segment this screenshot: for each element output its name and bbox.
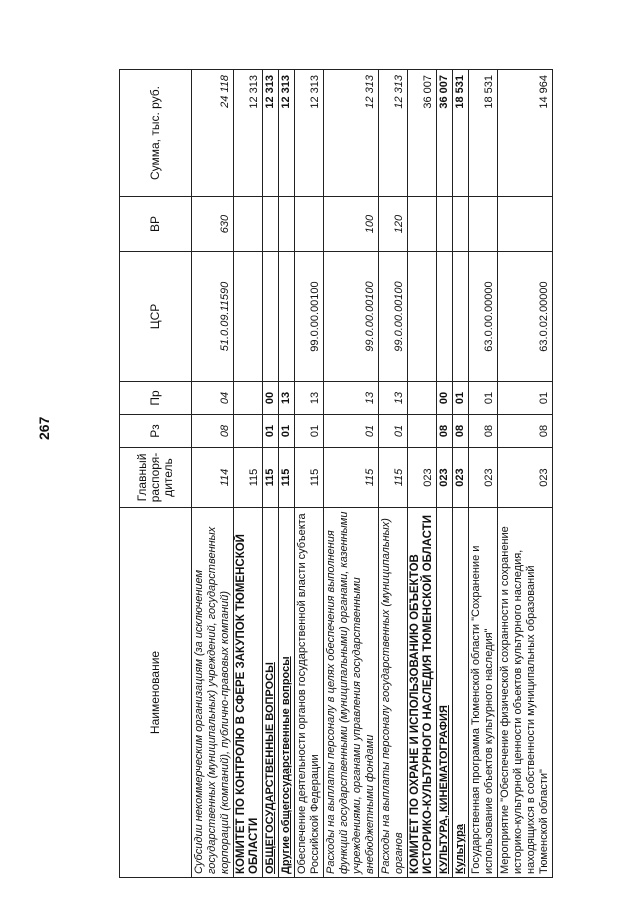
cell-pr — [234, 382, 263, 415]
cell-name: Обеспечение деятельности органов государственной власти субъекта Российской Федерации — [295, 508, 324, 878]
cell-csr — [263, 252, 279, 382]
cell-pr: 13 — [279, 382, 295, 415]
cell-admin: 023 — [408, 448, 437, 508]
cell-sum: 12 313 — [263, 70, 279, 197]
header-rz: Рз — [120, 415, 192, 448]
table-row — [498, 70, 553, 878]
cell-vr: 630 — [192, 197, 234, 252]
cell-pr: 00 — [263, 382, 279, 415]
cell-name: КОМИТЕТ ПО ОХРАНЕ И ИСПОЛЬЗОВАНИЮ ОБЪЕКТОВ ИСТОРИКО-КУЛЬТУРНОГО НАСЛЕДИЯ ТЮМЕНСКОЙ ОБЛАСТИ — [408, 508, 437, 878]
table-row — [263, 70, 279, 878]
header-csr: ЦСР — [120, 252, 192, 382]
cell-sum: 12 313 — [379, 70, 408, 197]
cell-name: КУЛЬТУРА, КИНЕМАТОГРАФИЯ — [437, 508, 453, 878]
cell-vr: 120 — [379, 197, 408, 252]
table-row — [192, 70, 234, 878]
cell-csr: 63.0.02.00000 — [498, 252, 553, 382]
cell-vr — [279, 197, 295, 252]
cell-pr: 13 — [379, 382, 408, 415]
table-row — [408, 70, 437, 878]
cell-rz: 01 — [379, 415, 408, 448]
cell-name: Расходы на выплаты персоналу в целях обеспечения выполнения функций государственными (муниципальными) органами, казенными учреждениями, органами управления государственными внебюджетными фондами — [324, 508, 379, 878]
cell-csr: 99.0.00.00100 — [295, 252, 324, 382]
cell-admin: 115 — [263, 448, 279, 508]
cell-name: Культура — [453, 508, 469, 878]
cell-rz: 01 — [263, 415, 279, 448]
cell-sum: 12 313 — [295, 70, 324, 197]
page-number: 267 — [36, 416, 52, 440]
cell-name: ОБЩЕГОСУДАРСТВЕННЫЕ ВОПРОСЫ — [263, 508, 279, 878]
cell-pr: 00 — [437, 382, 453, 415]
cell-sum: 14 964 — [498, 70, 553, 197]
cell-sum: 12 313 — [324, 70, 379, 197]
cell-rz: 08 — [192, 415, 234, 448]
cell-sum: 36 007 — [408, 70, 437, 197]
cell-name: Другие общегосударственные вопросы — [279, 508, 295, 878]
cell-csr — [234, 252, 263, 382]
cell-csr — [453, 252, 469, 382]
cell-pr — [408, 382, 437, 415]
cell-csr — [279, 252, 295, 382]
table-row — [379, 70, 408, 878]
cell-name: Расходы на выплаты персоналу государственных (муниципальных) органов — [379, 508, 408, 878]
cell-csr: 99.0.00.00100 — [379, 252, 408, 382]
cell-admin: 023 — [453, 448, 469, 508]
cell-name: Субсидии некоммерческим организациям (за исключением государственных (муниципальных) учреждений, государственных корпораций (компаний), публично-правовых компаний) — [192, 508, 234, 878]
header-pr: Пр — [120, 382, 192, 415]
cell-vr — [453, 197, 469, 252]
cell-vr — [437, 197, 453, 252]
cell-admin: 115 — [295, 448, 324, 508]
cell-csr: 51.0.09.11590 — [192, 252, 234, 382]
cell-vr — [263, 197, 279, 252]
cell-rz: 01 — [295, 415, 324, 448]
cell-pr: 13 — [324, 382, 379, 415]
cell-rz — [234, 415, 263, 448]
cell-rz: 01 — [324, 415, 379, 448]
cell-admin: 115 — [324, 448, 379, 508]
cell-csr: 99.0.00.00100 — [324, 252, 379, 382]
cell-vr — [498, 197, 553, 252]
budget-table — [119, 69, 553, 878]
header-vr: ВР — [120, 197, 192, 252]
cell-pr: 04 — [192, 382, 234, 415]
cell-vr: 100 — [324, 197, 379, 252]
cell-rz — [408, 415, 437, 448]
cell-csr — [408, 252, 437, 382]
cell-admin: 023 — [469, 448, 498, 508]
cell-pr: 13 — [295, 382, 324, 415]
rotated-table-sheet — [119, 70, 553, 878]
cell-admin: 023 — [437, 448, 453, 508]
cell-admin: 115 — [234, 448, 263, 508]
table-row — [437, 70, 453, 878]
cell-name: КОМИТЕТ ПО КОНТРОЛЮ В СФЕРЕ ЗАКУПОК ТЮМЕНСКОЙ ОБЛАСТИ — [234, 508, 263, 878]
table-row — [234, 70, 263, 878]
cell-sum: 18 531 — [453, 70, 469, 197]
cell-csr: 63.0.00.00000 — [469, 252, 498, 382]
cell-sum: 36 007 — [437, 70, 453, 197]
header-name: Наименование — [120, 508, 192, 878]
table-row — [469, 70, 498, 878]
cell-rz: 01 — [279, 415, 295, 448]
header-sum: Сумма, тыс. руб. — [120, 70, 192, 197]
table-row — [324, 70, 379, 878]
cell-pr: 01 — [469, 382, 498, 415]
cell-vr — [469, 197, 498, 252]
cell-csr — [437, 252, 453, 382]
cell-rz: 08 — [453, 415, 469, 448]
table-row — [279, 70, 295, 878]
cell-admin: 115 — [379, 448, 408, 508]
cell-admin: 115 — [279, 448, 295, 508]
cell-admin: 114 — [192, 448, 234, 508]
table-row — [453, 70, 469, 878]
cell-rz: 08 — [469, 415, 498, 448]
cell-rz: 08 — [437, 415, 453, 448]
cell-sum: 12 313 — [279, 70, 295, 197]
cell-vr — [408, 197, 437, 252]
header-row — [120, 70, 192, 878]
cell-rz: 08 — [498, 415, 553, 448]
cell-sum: 24 118 — [192, 70, 234, 197]
cell-name: Мероприятие "Обеспечение физической сохранности и сохранение историко-культурной ценности объектов культурного наследия, находящихся в собственности муниципальных образований Тюменской области" — [498, 508, 553, 878]
cell-sum: 18 531 — [469, 70, 498, 197]
cell-admin: 023 — [498, 448, 553, 508]
header-admin: Главный распоря-дитель — [120, 448, 192, 508]
cell-name: Государственная программа Тюменской области "Сохранение и использование объектов культурного наследия" — [469, 508, 498, 878]
cell-pr: 01 — [498, 382, 553, 415]
cell-pr: 01 — [453, 382, 469, 415]
cell-vr — [234, 197, 263, 252]
table-row — [295, 70, 324, 878]
cell-sum: 12 313 — [234, 70, 263, 197]
cell-vr — [295, 197, 324, 252]
